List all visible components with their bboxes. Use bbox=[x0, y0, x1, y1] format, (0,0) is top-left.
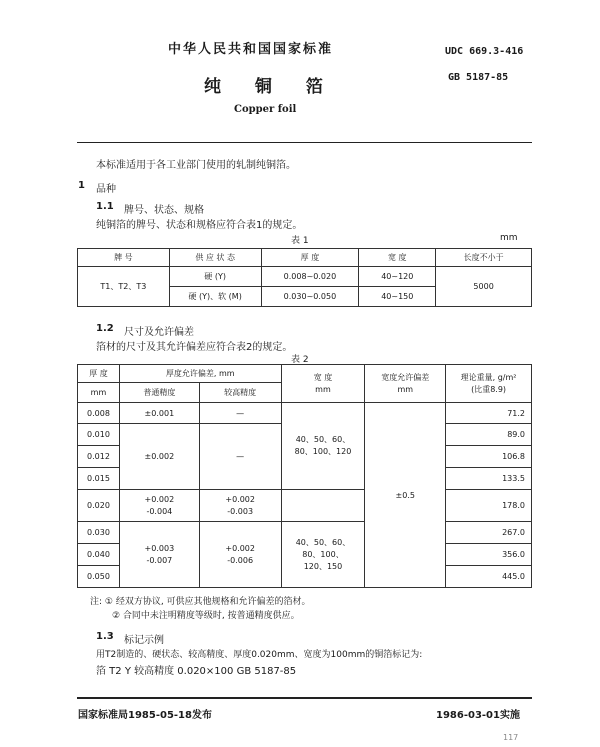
section-1-number: 1 bbox=[78, 180, 85, 191]
t2-thickness-5: 0.030 bbox=[78, 522, 120, 544]
t1-r1-thickness: 0.008~0.020 bbox=[261, 267, 359, 287]
t2-thickness-2: 0.012 bbox=[78, 446, 120, 468]
t2-high-4 bbox=[199, 522, 281, 588]
gb-code: GB 5187-85 bbox=[448, 72, 509, 83]
t2-normal-3a: +0.002 bbox=[144, 494, 175, 504]
t2-weight-7: 445.0 bbox=[446, 566, 532, 588]
t2-weight-2: 106.8 bbox=[446, 446, 532, 468]
t2-width-blank bbox=[281, 490, 365, 522]
t2-weight-6: 356.0 bbox=[446, 544, 532, 566]
table1-caption: 表 1 bbox=[291, 236, 309, 246]
table-2 bbox=[77, 364, 532, 588]
t1-r1-state: 硬 (Y) bbox=[169, 267, 261, 287]
t2-header-width-label: 宽 度 bbox=[313, 372, 333, 382]
footer-divider bbox=[77, 697, 532, 699]
table2-caption: 表 2 bbox=[291, 355, 309, 365]
t2-normal-4 bbox=[119, 522, 199, 588]
t2-width-2a: 40、50、60、 bbox=[295, 537, 351, 547]
t2-normal-4b: -0.007 bbox=[146, 555, 173, 565]
t2-width-tolerance: ±0.5 bbox=[365, 403, 446, 588]
t2-weight-3: 133.5 bbox=[446, 468, 532, 490]
t2-weight-4: 178.0 bbox=[446, 490, 532, 522]
note-1: 注: ① 经双方协议, 可供应其他规格和允许偏差的箔材。 bbox=[90, 597, 311, 607]
effective-date: 1986-03-01实施 bbox=[436, 710, 520, 721]
t2-width-group-1 bbox=[281, 403, 365, 490]
t2-header-width-tolerance bbox=[365, 365, 446, 403]
section-1-3-title: 标记示例 bbox=[124, 635, 164, 646]
t1-header-width: 宽 度 bbox=[359, 249, 436, 267]
t2-header-normal: 普通精度 bbox=[119, 383, 199, 403]
header-divider bbox=[77, 142, 532, 143]
t2-header-weight-label: 理论重量, g/m² bbox=[460, 372, 517, 382]
t2-normal-4a: +0.003 bbox=[144, 543, 175, 553]
t2-thickness-4: 0.020 bbox=[78, 490, 120, 522]
t1-grade: T1、T2、T3 bbox=[78, 267, 170, 307]
section-1-2-title: 尺寸及允许偏差 bbox=[124, 327, 194, 338]
t2-high-1: — bbox=[199, 403, 281, 424]
t1-header-grade: 牌 号 bbox=[78, 249, 170, 267]
doc-title: 纯 铜 箔 bbox=[204, 77, 337, 97]
intro-text: 本标准适用于各工业部门使用的轧制纯铜箔。 bbox=[96, 160, 296, 171]
t1-r2-width: 40~150 bbox=[359, 287, 436, 307]
t2-thickness-0: 0.008 bbox=[78, 403, 120, 424]
t2-header-wtol-unit: mm bbox=[397, 384, 414, 394]
t2-header-weight bbox=[446, 365, 532, 403]
t2-high-3b: -0.003 bbox=[227, 506, 254, 516]
t2-normal-2: ±0.002 bbox=[119, 424, 199, 490]
t2-normal-3b: -0.004 bbox=[146, 506, 173, 516]
section-1-3-number: 1.3 bbox=[96, 631, 114, 642]
t2-header-thickness: 厚 度 bbox=[78, 365, 120, 383]
t2-thickness-6: 0.040 bbox=[78, 544, 120, 566]
t1-header-thickness: 厚 度 bbox=[261, 249, 359, 267]
t2-header-high: 较高精度 bbox=[199, 383, 281, 403]
table1-unit: mm bbox=[500, 233, 518, 243]
t2-thickness-3: 0.015 bbox=[78, 468, 120, 490]
t2-header-weight-note: (比重8.9) bbox=[471, 384, 507, 394]
t1-r1-width: 40~120 bbox=[359, 267, 436, 287]
t2-high-3 bbox=[199, 490, 281, 522]
t2-weight-1: 89.0 bbox=[446, 424, 532, 446]
section-1-3-text: 用T2制造的、硬状态、较高精度、厚度0.020mm、宽度为100mm的铜箔标记为: bbox=[96, 650, 423, 660]
marking-example: 箔 T2 Y 较高精度 0.020×100 GB 5187-85 bbox=[96, 666, 297, 677]
t1-header-state: 供 应 状 态 bbox=[169, 249, 261, 267]
t1-r2-state: 硬 (Y)、软 (M) bbox=[169, 287, 261, 307]
t2-high-3a: +0.002 bbox=[225, 494, 255, 504]
section-1-1-title: 牌号、状态、规格 bbox=[124, 205, 204, 216]
t2-normal-3 bbox=[119, 490, 199, 522]
section-1-1-number: 1.1 bbox=[96, 201, 114, 212]
page-number: 117 bbox=[503, 733, 519, 742]
t2-high-2: — bbox=[199, 424, 281, 490]
t2-header-thickness-unit: mm bbox=[78, 383, 120, 403]
t2-header-wtol-label: 宽度允许偏差 bbox=[381, 372, 430, 382]
t2-weight-0: 71.2 bbox=[446, 403, 532, 424]
t2-thickness-7: 0.050 bbox=[78, 566, 120, 588]
t2-weight-5: 267.0 bbox=[446, 522, 532, 544]
org-title: 中华人民共和国国家标准 bbox=[168, 42, 334, 57]
t2-header-width bbox=[281, 365, 365, 403]
t2-width-2b: 80、100、 bbox=[302, 549, 344, 559]
section-1-title: 品种 bbox=[96, 184, 116, 195]
t2-header-width-unit: mm bbox=[315, 384, 331, 394]
t2-header-tolerance: 厚度允许偏差, mm bbox=[119, 365, 281, 383]
t2-width-1b: 80、100、120 bbox=[294, 447, 352, 456]
t2-width-1a: 40、50、60、 bbox=[295, 435, 351, 444]
t1-r2-thickness: 0.030~0.050 bbox=[261, 287, 359, 307]
t2-thickness-1: 0.010 bbox=[78, 424, 120, 446]
section-1-1-text: 纯铜箔的牌号、状态和规格应符合表1的规定。 bbox=[96, 220, 303, 231]
table-1 bbox=[77, 248, 532, 307]
t2-width-group-2 bbox=[281, 522, 365, 588]
t2-normal-1: ±0.001 bbox=[119, 403, 199, 424]
t1-length: 5000 bbox=[436, 267, 532, 307]
section-1-2-number: 1.2 bbox=[96, 323, 114, 334]
t1-header-length: 长度不小于 bbox=[436, 249, 532, 267]
udc-code: UDC 669.3-416 bbox=[445, 46, 524, 57]
t2-width-2c: 120、150 bbox=[303, 561, 343, 571]
publish-date: 国家标准局1985-05-18发布 bbox=[78, 710, 212, 721]
t2-high-4a: +0.002 bbox=[225, 543, 255, 553]
section-1-2-text: 箔材的尺寸及其允许偏差应符合表2的规定。 bbox=[96, 342, 293, 353]
doc-title-en: Copper foil bbox=[234, 104, 297, 115]
note-2: ② 合同中未注明精度等级时, 按普通精度供应。 bbox=[112, 611, 300, 621]
t2-high-4b: -0.006 bbox=[227, 555, 254, 565]
